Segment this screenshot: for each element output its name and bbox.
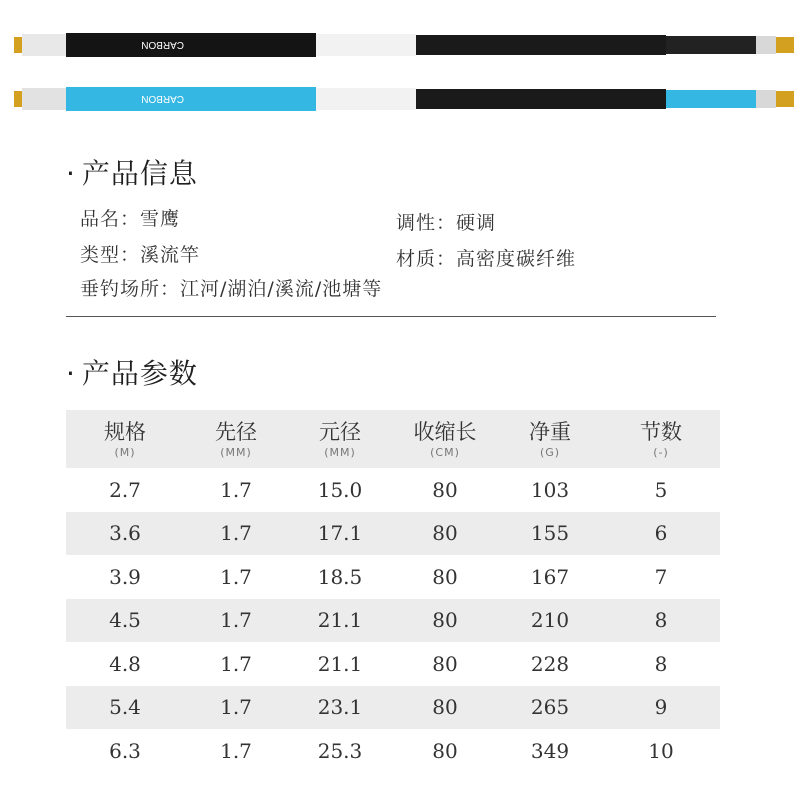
cell-closed-length: 80: [432, 564, 458, 589]
cell-spec: 4.8: [109, 651, 141, 676]
bullet-dot: ·: [66, 157, 76, 190]
cell-closed-length: 80: [432, 477, 458, 502]
cell-tip-diameter: 1.7: [220, 564, 252, 589]
blue-rod: [14, 87, 794, 111]
cell-butt-diameter: 17.1: [317, 521, 363, 546]
cell-closed-length: 80: [432, 521, 458, 546]
cell-sections: 7: [654, 564, 668, 589]
product-params-title: [66, 352, 198, 392]
cell-sections: 10: [648, 738, 674, 763]
header-tip-diameter: [184, 410, 288, 468]
cell-sections: 9: [654, 695, 668, 720]
cell-spec: 4.5: [109, 608, 141, 633]
blue-rod-brand-text: CARBON: [141, 93, 184, 104]
cell-sections: 8: [654, 651, 668, 676]
info-name-value: 雪鹰: [140, 208, 181, 230]
info-name-label: 品名：: [80, 208, 141, 230]
cell-tip-diameter: 1.7: [220, 695, 252, 720]
product-info-title: [66, 152, 198, 192]
table-row: [66, 599, 720, 643]
cell-weight: 103: [530, 477, 570, 502]
bullet-dot: ·: [66, 357, 76, 390]
table-row: [66, 555, 720, 599]
header-closed-length-unit: (CM): [430, 446, 460, 459]
cell-butt-diameter: 21.1: [317, 608, 363, 633]
black-rod: [14, 33, 794, 57]
cell-tip-diameter: 1.7: [220, 651, 252, 676]
info-action-label: 调性：: [396, 212, 457, 234]
cell-butt-diameter: 25.3: [317, 738, 363, 763]
cell-spec: 5.4: [109, 695, 141, 720]
table-row: [66, 642, 720, 686]
cell-sections: 8: [654, 608, 668, 633]
params-table: [66, 410, 720, 773]
header-butt-diameter-unit: (MM): [324, 446, 356, 459]
header-spec: [66, 410, 184, 468]
cell-tip-diameter: 1.7: [220, 521, 252, 546]
header-closed-length: [392, 410, 498, 468]
rod-product-image: [0, 0, 800, 140]
header-spec-label: 规格: [104, 420, 146, 444]
info-type-value: 溪流竿: [140, 244, 201, 266]
black-rod-brand-text: CARBON: [141, 39, 184, 50]
header-sections-unit: (-): [653, 446, 669, 459]
cell-butt-diameter: 21.1: [317, 651, 363, 676]
info-venue-value: 江河/湖泊/溪流/池塘等: [180, 278, 383, 300]
header-closed-length-label: 收缩长: [413, 420, 477, 444]
header-sections-label: 节数: [640, 420, 682, 444]
cell-butt-diameter: 15.0: [317, 477, 363, 502]
header-spec-unit: (M): [114, 446, 136, 459]
info-venue-label: 垂钓场所：: [80, 278, 181, 300]
info-material: [396, 244, 576, 271]
info-type-label: 类型：: [80, 244, 141, 266]
header-weight-unit: (G): [539, 446, 561, 459]
cell-weight: 228: [530, 651, 570, 676]
header-butt-diameter: [288, 410, 392, 468]
cell-closed-length: 80: [432, 651, 458, 676]
cell-weight: 167: [530, 564, 570, 589]
cell-weight: 210: [530, 608, 570, 633]
table-row: [66, 468, 720, 512]
cell-tip-diameter: 1.7: [220, 608, 252, 633]
cell-tip-diameter: 1.7: [220, 738, 252, 763]
header-tip-diameter-unit: (MM): [220, 446, 252, 459]
params-table-body: [66, 468, 720, 773]
section-divider: [66, 316, 716, 317]
cell-sections: 6: [654, 521, 668, 546]
info-action-value: 硬调: [456, 212, 497, 234]
cell-spec: 6.3: [109, 738, 141, 763]
cell-weight: 155: [530, 521, 570, 546]
header-sections: [602, 410, 720, 468]
header-weight-label: 净重: [529, 420, 571, 444]
info-venue: [80, 274, 382, 301]
header-tip-diameter-label: 先径: [215, 420, 257, 444]
info-name: [80, 204, 180, 231]
cell-sections: 5: [654, 477, 668, 502]
cell-spec: 3.9: [109, 564, 141, 589]
cell-butt-diameter: 23.1: [317, 695, 363, 720]
cell-closed-length: 80: [432, 695, 458, 720]
product-info-title-text: 产品信息: [81, 157, 198, 190]
header-weight: [498, 410, 602, 468]
info-material-value: 高密度碳纤维: [456, 248, 577, 270]
table-row: [66, 512, 720, 556]
cell-weight: 265: [530, 695, 570, 720]
cell-butt-diameter: 18.5: [317, 564, 363, 589]
info-material-label: 材质：: [396, 248, 457, 270]
cell-weight: 349: [530, 738, 570, 763]
info-action: [396, 208, 496, 235]
table-row: [66, 729, 720, 773]
cell-spec: 3.6: [109, 521, 141, 546]
cell-closed-length: 80: [432, 738, 458, 763]
header-butt-diameter-label: 元径: [319, 420, 361, 444]
info-type: [80, 240, 200, 267]
table-row: [66, 686, 720, 730]
params-table-header: [66, 410, 720, 468]
cell-tip-diameter: 1.7: [220, 477, 252, 502]
cell-closed-length: 80: [432, 608, 458, 633]
cell-spec: 2.7: [109, 477, 141, 502]
product-params-title-text: 产品参数: [81, 357, 198, 390]
